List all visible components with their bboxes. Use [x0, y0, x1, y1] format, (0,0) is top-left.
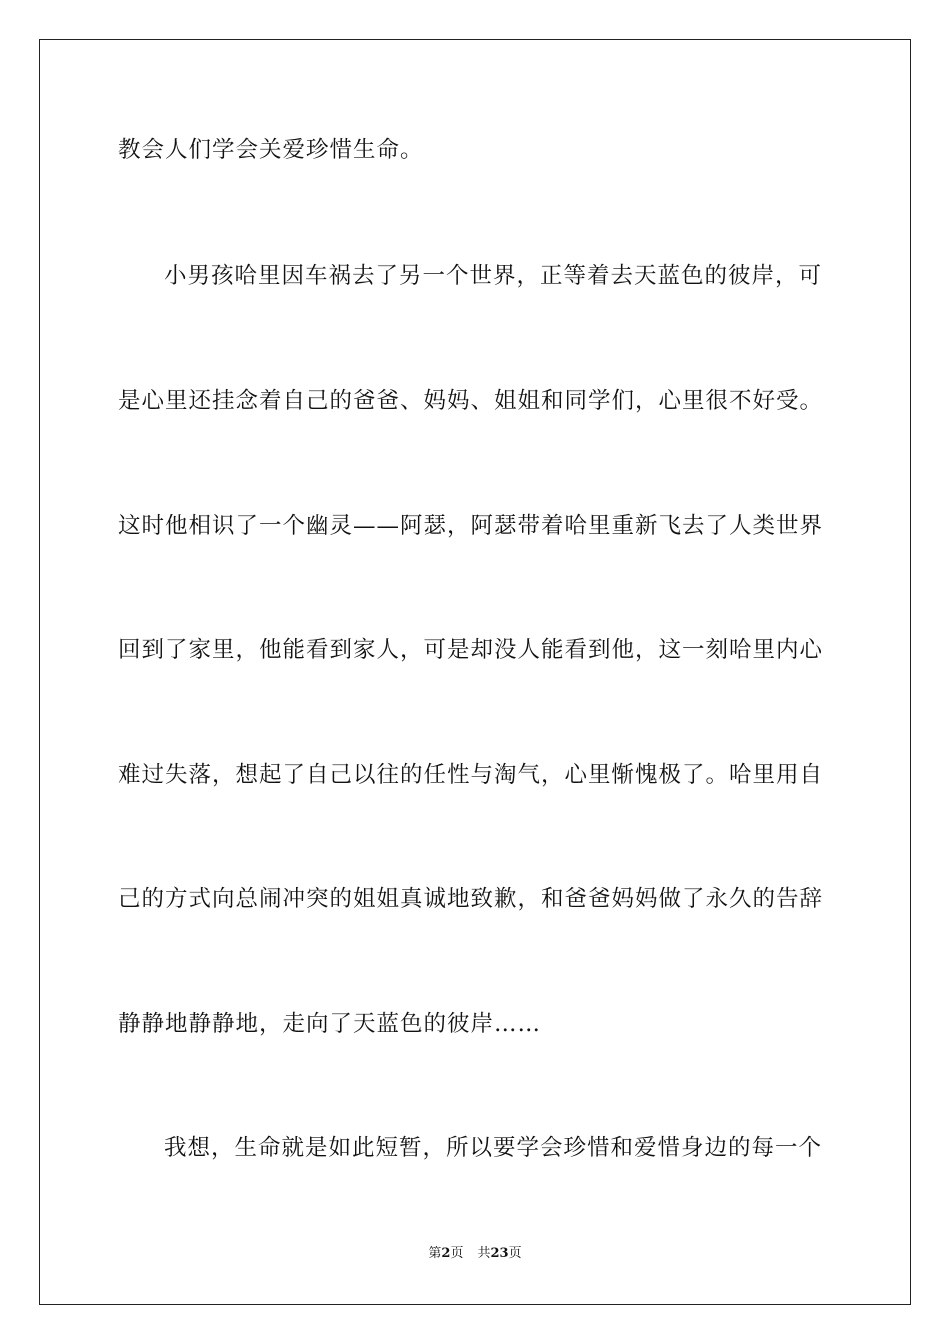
total-pages: 23: [490, 1246, 509, 1261]
text-line-8: 静静地静静地，走向了天蓝色的彼岸……: [118, 1011, 542, 1037]
page-number: 2: [441, 1246, 451, 1261]
page-prefix: 第: [428, 1246, 442, 1261]
total-suffix: 页: [508, 1246, 522, 1261]
text-line-6: 难过失落，想起了自己以往的任性与淘气，心里惭愧极了。哈里用自: [118, 762, 824, 788]
text-line-7: 己的方式向总闹冲突的姐姐真诚地致歉，和爸爸妈妈做了永久的告辞: [118, 886, 824, 912]
page-border: [39, 39, 911, 1305]
text-line-2: 小男孩哈里因车祸去了另一个世界，正等着去天蓝色的彼岸，可: [164, 263, 823, 289]
text-line-3: 是心里还挂念着自己的爸爸、妈妈、姐姐和同学们，心里很不好受。: [118, 388, 824, 414]
page-suffix: 页: [450, 1246, 464, 1261]
page-footer: [0, 1246, 950, 1262]
total-prefix: 共: [477, 1246, 491, 1261]
text-line-4: 这时他相识了一个幽灵——阿瑟，阿瑟带着哈里重新飞去了人类世界: [118, 513, 824, 539]
text-line-5: 回到了家里，他能看到家人，可是却没人能看到他，这一刻哈里内心: [118, 637, 824, 663]
text-line-1: 教会人们学会关爱珍惜生命。: [118, 137, 424, 163]
text-line-9: 我想，生命就是如此短暂，所以要学会珍惜和爱惜身边的每一个: [164, 1135, 823, 1161]
